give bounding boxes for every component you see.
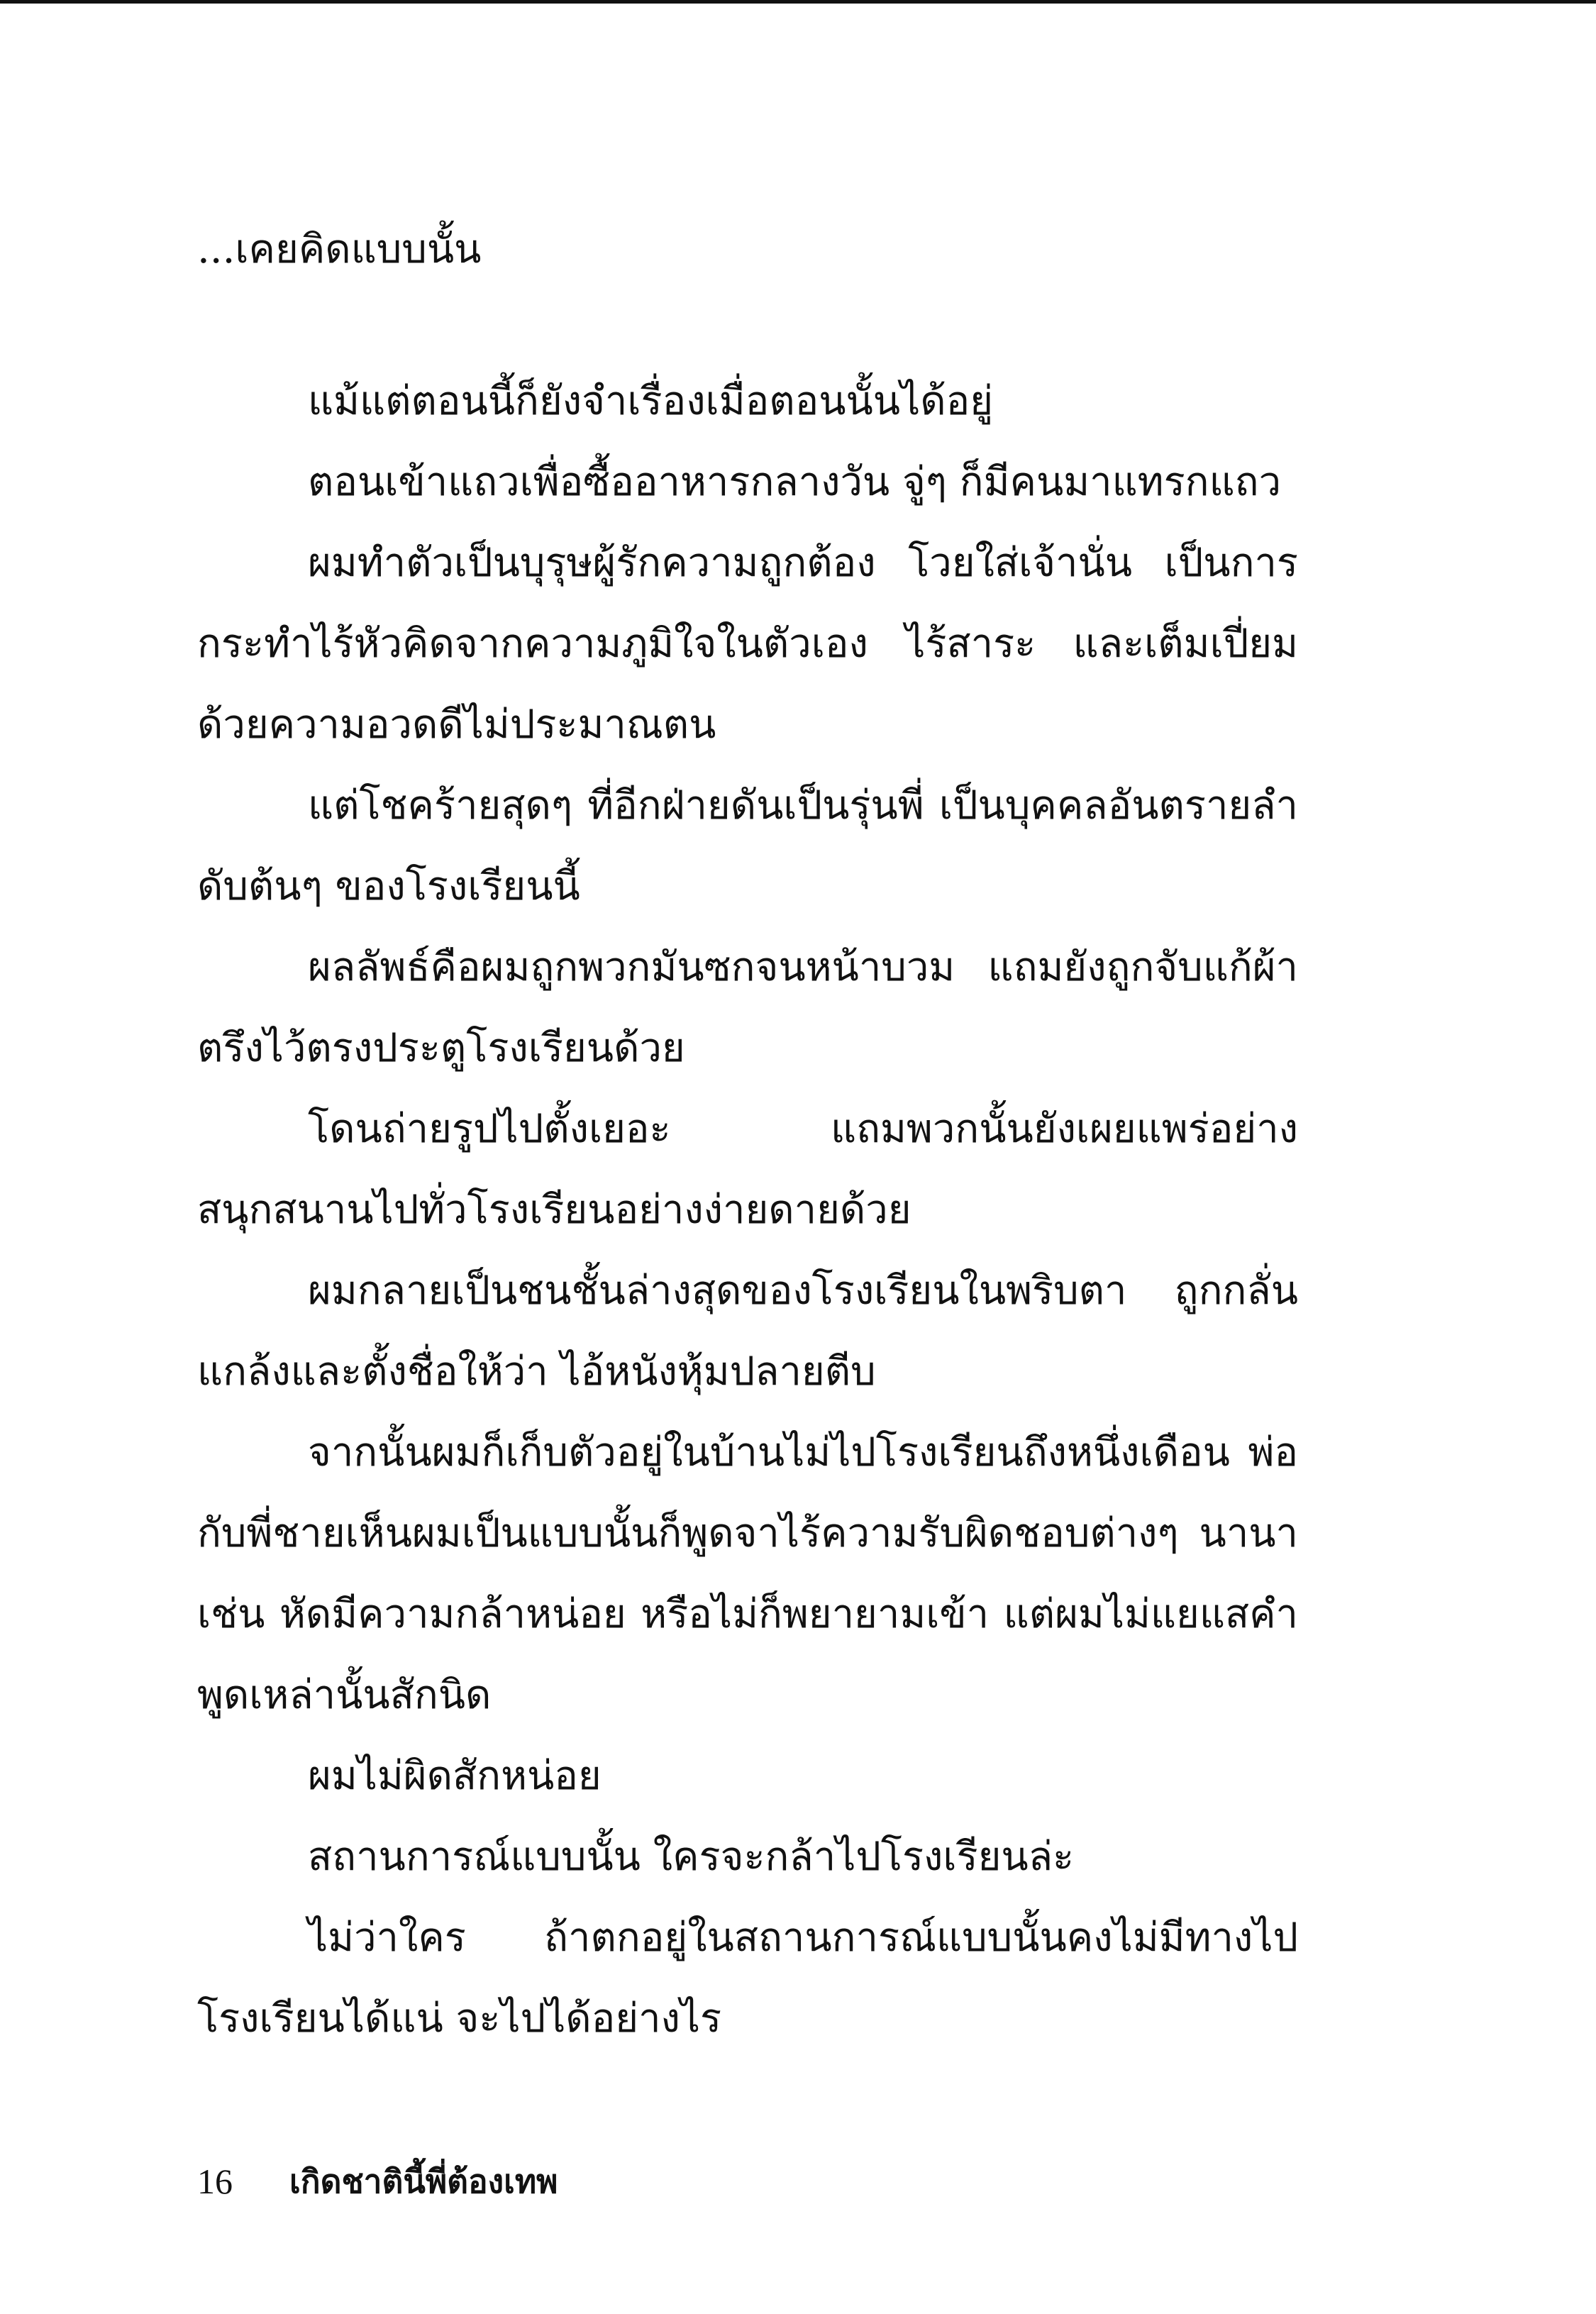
paragraph: จากนั้นผมก็เก็บตัวอยู่ในบ้านไม่ไปโรงเรียนถึงหนึ่งเดือน พ่อกับพี่ชายเห็นผมเป็นแบบนั้นก็พูดจาไร้ความรับผิดชอบต่างๆ นานา เช่น หัดมีความกล้าหน่อย หรือไม่ก็พยายามเข้า แต่ผมไม่แยแสคำพูดเหล่านั้นสักนิด bbox=[197, 1429, 1298, 1718]
paragraph: ไม่ว่าใคร ถ้าตกอยู่ในสถานการณ์แบบนั้นคงไม่มีทางไปโรงเรียนได้แน่ จะไปได้อย่างไร bbox=[197, 1915, 1298, 2042]
paragraph: แต่โชคร้ายสุดๆ ที่อีกฝ่ายดันเป็นรุ่นพี่ เป็นบุคคลอันตรายลำดับต้นๆ ของโรงเรียนนี้ bbox=[197, 782, 1298, 909]
paragraph: ผลลัพธ์คือผมถูกพวกมันซกจนหน้าบวม แถมยังถูกจับแก้ผ้าตรึงไว้ตรงประตูโรงเรียนด้วย bbox=[197, 944, 1298, 1071]
page-body bbox=[197, 209, 1298, 2059]
top-border-line bbox=[0, 0, 1596, 4]
paragraph: แม้แต่ตอนนี้ก็ยังจำเรื่องเมื่อตอนนั้นได้อยู่ bbox=[308, 378, 994, 424]
page-number: 16 bbox=[197, 2161, 233, 2201]
paragraph: ผมไม่ผิดสักหน่อย bbox=[308, 1753, 602, 1799]
section-gap bbox=[197, 290, 1298, 361]
page-footer bbox=[197, 2157, 558, 2206]
paragraph: ผมกลายเป็นชนชั้นล่างสุดของโรงเรียนในพริบตา ถูกกลั่นแกล้งและตั้งชื่อให้ว่า ไอ้หนังหุ้มปลายตีบ bbox=[197, 1268, 1298, 1395]
paragraph: ผมทำตัวเป็นบุรุษผู้รักความถูกต้อง โวยใส่เจ้านั่น เป็นการกระทำไร้หัวคิดจากความภูมิใจในตัวเอง ไร้สาระ และเต็มเปี่ยมด้วยความอวดดีไม่ประมาณตน bbox=[197, 540, 1298, 748]
paragraph: โดนถ่ายรูปไปตั้งเยอะ แถมพวกนั้นยังเผยแพร่อย่างสนุกสนานไปทั่วโรงเรียนอย่างง่ายดายด้วย bbox=[197, 1106, 1298, 1233]
opening-line: ...เคยคิดแบบนั้น bbox=[197, 226, 482, 272]
book-title: เกิดชาตินี้พี่ต้องเทพ bbox=[289, 2161, 558, 2200]
paragraph: สถานการณ์แบบนั้น ใครจะกล้าไปโรงเรียนล่ะ bbox=[308, 1834, 1075, 1880]
paragraph: ตอนเข้าแถวเพื่อซื้ออาหารกลางวัน จู่ๆ ก็มีคนมาแทรกแถว bbox=[308, 459, 1282, 505]
